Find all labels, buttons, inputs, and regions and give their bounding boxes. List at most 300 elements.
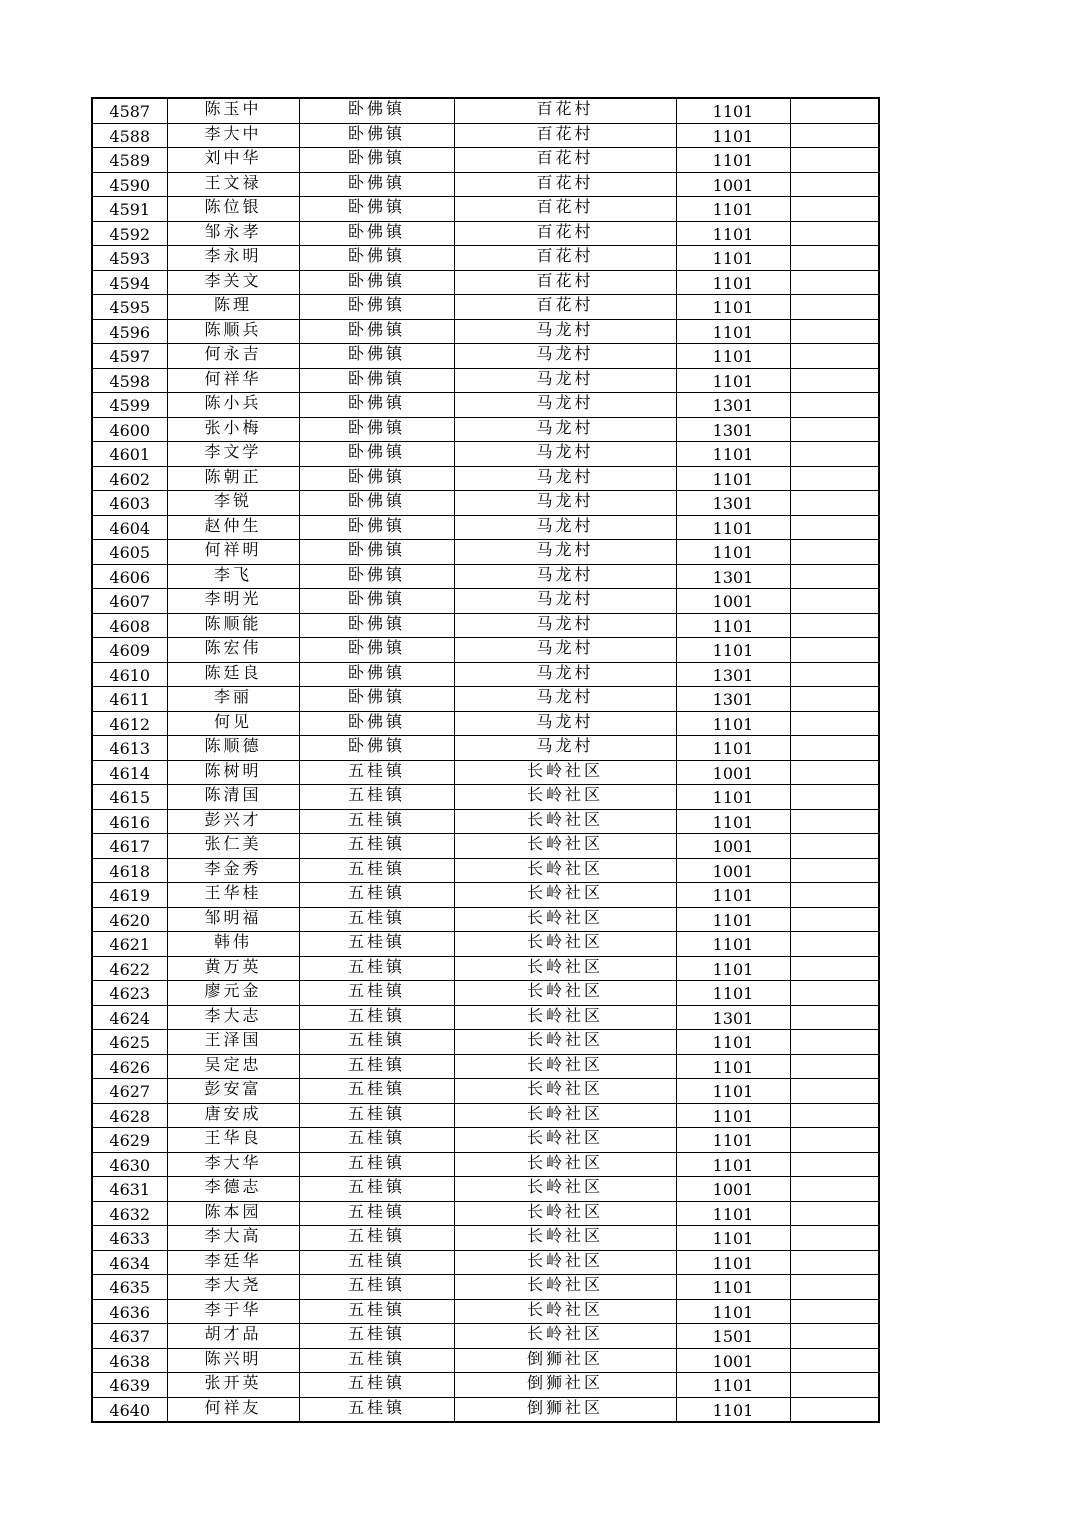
person-name-cell: 刘中华 <box>167 148 299 173</box>
village-cell: 马龙村 <box>454 589 676 614</box>
village-cell: 马龙村 <box>454 662 676 687</box>
table-row <box>92 687 879 712</box>
town-cell: 五桂镇 <box>299 883 454 908</box>
town-cell: 五桂镇 <box>299 1348 454 1373</box>
town-cell: 五桂镇 <box>299 1079 454 1104</box>
records-table-body <box>92 98 879 1422</box>
village-cell: 马龙村 <box>454 638 676 663</box>
code-cell: 1101 <box>676 1275 790 1300</box>
row-id-cell: 4630 <box>92 1152 167 1177</box>
row-id-cell: 4625 <box>92 1030 167 1055</box>
person-name-cell: 陈顺能 <box>167 613 299 638</box>
row-id-cell: 4602 <box>92 466 167 491</box>
person-name-cell: 陈树明 <box>167 760 299 785</box>
town-cell: 卧佛镇 <box>299 417 454 442</box>
row-id-cell: 4618 <box>92 858 167 883</box>
code-cell: 1001 <box>676 760 790 785</box>
row-id-cell: 4614 <box>92 760 167 785</box>
town-cell: 五桂镇 <box>299 858 454 883</box>
note-cell <box>790 883 879 908</box>
village-cell: 马龙村 <box>454 466 676 491</box>
person-name-cell: 赵仲生 <box>167 515 299 540</box>
table-row <box>92 638 879 663</box>
table-row <box>92 98 879 123</box>
person-name-cell: 李于华 <box>167 1299 299 1324</box>
note-cell <box>790 98 879 123</box>
row-id-cell: 4621 <box>92 932 167 957</box>
town-cell: 五桂镇 <box>299 809 454 834</box>
row-id-cell: 4596 <box>92 319 167 344</box>
note-cell <box>790 1128 879 1153</box>
code-cell: 1101 <box>676 466 790 491</box>
village-cell: 长岭社区 <box>454 1054 676 1079</box>
code-cell: 1101 <box>676 1299 790 1324</box>
note-cell <box>790 564 879 589</box>
table-row <box>92 417 879 442</box>
person-name-cell: 何永吉 <box>167 344 299 369</box>
row-id-cell: 4588 <box>92 123 167 148</box>
town-cell: 卧佛镇 <box>299 613 454 638</box>
village-cell: 马龙村 <box>454 442 676 467</box>
village-cell: 马龙村 <box>454 540 676 565</box>
town-cell: 卧佛镇 <box>299 515 454 540</box>
person-name-cell: 陈顺德 <box>167 736 299 761</box>
row-id-cell: 4611 <box>92 687 167 712</box>
code-cell: 1101 <box>676 197 790 222</box>
village-cell: 马龙村 <box>454 393 676 418</box>
note-cell <box>790 613 879 638</box>
village-cell: 长岭社区 <box>454 883 676 908</box>
person-name-cell: 邹明福 <box>167 907 299 932</box>
town-cell: 卧佛镇 <box>299 98 454 123</box>
code-cell: 1101 <box>676 221 790 246</box>
code-cell: 1101 <box>676 932 790 957</box>
row-id-cell: 4640 <box>92 1397 167 1422</box>
person-name-cell: 张小梅 <box>167 417 299 442</box>
code-cell: 1101 <box>676 123 790 148</box>
person-name-cell: 胡才品 <box>167 1324 299 1349</box>
village-cell: 长岭社区 <box>454 956 676 981</box>
village-cell: 百花村 <box>454 295 676 320</box>
table-row <box>92 148 879 173</box>
code-cell: 1101 <box>676 785 790 810</box>
note-cell <box>790 1079 879 1104</box>
code-cell: 1101 <box>676 883 790 908</box>
village-cell: 百花村 <box>454 148 676 173</box>
person-name-cell: 何见 <box>167 711 299 736</box>
town-cell: 卧佛镇 <box>299 466 454 491</box>
code-cell: 1001 <box>676 1348 790 1373</box>
table-row <box>92 344 879 369</box>
town-cell: 卧佛镇 <box>299 270 454 295</box>
table-row <box>92 760 879 785</box>
village-cell: 百花村 <box>454 123 676 148</box>
town-cell: 五桂镇 <box>299 1373 454 1398</box>
town-cell: 卧佛镇 <box>299 564 454 589</box>
row-id-cell: 4629 <box>92 1128 167 1153</box>
person-name-cell: 张仁美 <box>167 834 299 859</box>
code-cell: 1301 <box>676 662 790 687</box>
note-cell <box>790 442 879 467</box>
table-row <box>92 1373 879 1398</box>
row-id-cell: 4628 <box>92 1103 167 1128</box>
row-id-cell: 4591 <box>92 197 167 222</box>
person-name-cell: 陈小兵 <box>167 393 299 418</box>
row-id-cell: 4593 <box>92 246 167 271</box>
code-cell: 1101 <box>676 1103 790 1128</box>
village-cell: 马龙村 <box>454 515 676 540</box>
row-id-cell: 4592 <box>92 221 167 246</box>
records-table <box>91 97 880 1423</box>
code-cell: 1301 <box>676 687 790 712</box>
town-cell: 五桂镇 <box>299 1299 454 1324</box>
town-cell: 五桂镇 <box>299 1054 454 1079</box>
code-cell: 1101 <box>676 809 790 834</box>
person-name-cell: 李文学 <box>167 442 299 467</box>
table-row <box>92 1054 879 1079</box>
town-cell: 五桂镇 <box>299 1201 454 1226</box>
table-row <box>92 197 879 222</box>
town-cell: 卧佛镇 <box>299 319 454 344</box>
table-row <box>92 809 879 834</box>
person-name-cell: 何祥友 <box>167 1397 299 1422</box>
code-cell: 1101 <box>676 1250 790 1275</box>
note-cell <box>790 491 879 516</box>
town-cell: 五桂镇 <box>299 1030 454 1055</box>
code-cell: 1301 <box>676 564 790 589</box>
village-cell: 马龙村 <box>454 687 676 712</box>
table-row <box>92 1250 879 1275</box>
code-cell: 1101 <box>676 270 790 295</box>
person-name-cell: 李锐 <box>167 491 299 516</box>
person-name-cell: 李廷华 <box>167 1250 299 1275</box>
code-cell: 1101 <box>676 98 790 123</box>
row-id-cell: 4598 <box>92 368 167 393</box>
person-name-cell: 彭兴才 <box>167 809 299 834</box>
code-cell: 1101 <box>676 1226 790 1251</box>
code-cell: 1101 <box>676 319 790 344</box>
note-cell <box>790 1250 879 1275</box>
note-cell <box>790 1177 879 1202</box>
note-cell <box>790 344 879 369</box>
table-row <box>92 956 879 981</box>
table-row <box>92 466 879 491</box>
code-cell: 1301 <box>676 393 790 418</box>
row-id-cell: 4595 <box>92 295 167 320</box>
row-id-cell: 4604 <box>92 515 167 540</box>
code-cell: 1101 <box>676 1201 790 1226</box>
note-cell <box>790 834 879 859</box>
person-name-cell: 廖元金 <box>167 981 299 1006</box>
note-cell <box>790 1348 879 1373</box>
row-id-cell: 4620 <box>92 907 167 932</box>
note-cell <box>790 638 879 663</box>
table-row <box>92 613 879 638</box>
row-id-cell: 4587 <box>92 98 167 123</box>
town-cell: 卧佛镇 <box>299 589 454 614</box>
village-cell: 长岭社区 <box>454 1128 676 1153</box>
village-cell: 长岭社区 <box>454 907 676 932</box>
town-cell: 卧佛镇 <box>299 368 454 393</box>
town-cell: 卧佛镇 <box>299 246 454 271</box>
table-row <box>92 1152 879 1177</box>
person-name-cell: 李丽 <box>167 687 299 712</box>
table-row <box>92 785 879 810</box>
note-cell <box>790 687 879 712</box>
row-id-cell: 4616 <box>92 809 167 834</box>
person-name-cell: 李大高 <box>167 1226 299 1251</box>
note-cell <box>790 540 879 565</box>
town-cell: 卧佛镇 <box>299 344 454 369</box>
row-id-cell: 4606 <box>92 564 167 589</box>
row-id-cell: 4603 <box>92 491 167 516</box>
note-cell <box>790 221 879 246</box>
table-row <box>92 858 879 883</box>
table-row <box>92 123 879 148</box>
note-cell <box>790 1201 879 1226</box>
table-row <box>92 442 879 467</box>
note-cell <box>790 368 879 393</box>
row-id-cell: 4601 <box>92 442 167 467</box>
table-row <box>92 1079 879 1104</box>
person-name-cell: 陈宏伟 <box>167 638 299 663</box>
town-cell: 五桂镇 <box>299 1226 454 1251</box>
note-cell <box>790 466 879 491</box>
row-id-cell: 4631 <box>92 1177 167 1202</box>
code-cell: 1101 <box>676 956 790 981</box>
village-cell: 长岭社区 <box>454 1324 676 1349</box>
village-cell: 百花村 <box>454 270 676 295</box>
person-name-cell: 王泽国 <box>167 1030 299 1055</box>
row-id-cell: 4636 <box>92 1299 167 1324</box>
table-row <box>92 246 879 271</box>
note-cell <box>790 172 879 197</box>
town-cell: 五桂镇 <box>299 1324 454 1349</box>
person-name-cell: 张开英 <box>167 1373 299 1398</box>
code-cell: 1101 <box>676 1079 790 1104</box>
row-id-cell: 4589 <box>92 148 167 173</box>
note-cell <box>790 932 879 957</box>
town-cell: 卧佛镇 <box>299 148 454 173</box>
note-cell <box>790 662 879 687</box>
table-row <box>92 1299 879 1324</box>
town-cell: 卧佛镇 <box>299 687 454 712</box>
note-cell <box>790 858 879 883</box>
town-cell: 五桂镇 <box>299 981 454 1006</box>
village-cell: 长岭社区 <box>454 1079 676 1104</box>
town-cell: 五桂镇 <box>299 932 454 957</box>
town-cell: 卧佛镇 <box>299 736 454 761</box>
code-cell: 1001 <box>676 589 790 614</box>
note-cell <box>790 760 879 785</box>
table-row <box>92 1275 879 1300</box>
town-cell: 卧佛镇 <box>299 540 454 565</box>
code-cell: 1001 <box>676 834 790 859</box>
town-cell: 五桂镇 <box>299 1005 454 1030</box>
code-cell: 1101 <box>676 246 790 271</box>
person-name-cell: 王文禄 <box>167 172 299 197</box>
table-row <box>92 736 879 761</box>
note-cell <box>790 1324 879 1349</box>
row-id-cell: 4639 <box>92 1373 167 1398</box>
code-cell: 1001 <box>676 858 790 883</box>
village-cell: 长岭社区 <box>454 1299 676 1324</box>
town-cell: 卧佛镇 <box>299 662 454 687</box>
table-row <box>92 834 879 859</box>
row-id-cell: 4619 <box>92 883 167 908</box>
code-cell: 1101 <box>676 1128 790 1153</box>
person-name-cell: 彭安富 <box>167 1079 299 1104</box>
village-cell: 倒狮社区 <box>454 1373 676 1398</box>
note-cell <box>790 123 879 148</box>
town-cell: 五桂镇 <box>299 1177 454 1202</box>
town-cell: 卧佛镇 <box>299 393 454 418</box>
person-name-cell: 陈位银 <box>167 197 299 222</box>
town-cell: 五桂镇 <box>299 1275 454 1300</box>
code-cell: 1001 <box>676 1177 790 1202</box>
note-cell <box>790 785 879 810</box>
village-cell: 长岭社区 <box>454 809 676 834</box>
note-cell <box>790 1373 879 1398</box>
village-cell: 长岭社区 <box>454 1005 676 1030</box>
town-cell: 卧佛镇 <box>299 295 454 320</box>
code-cell: 1101 <box>676 1397 790 1422</box>
person-name-cell: 王华良 <box>167 1128 299 1153</box>
person-name-cell: 韩伟 <box>167 932 299 957</box>
village-cell: 马龙村 <box>454 564 676 589</box>
town-cell: 卧佛镇 <box>299 442 454 467</box>
town-cell: 五桂镇 <box>299 956 454 981</box>
table-row <box>92 1005 879 1030</box>
note-cell <box>790 246 879 271</box>
code-cell: 1101 <box>676 1152 790 1177</box>
table-row <box>92 221 879 246</box>
row-id-cell: 4590 <box>92 172 167 197</box>
row-id-cell: 4609 <box>92 638 167 663</box>
village-cell: 马龙村 <box>454 736 676 761</box>
town-cell: 卧佛镇 <box>299 221 454 246</box>
village-cell: 百花村 <box>454 172 676 197</box>
village-cell: 马龙村 <box>454 319 676 344</box>
table-row <box>92 883 879 908</box>
row-id-cell: 4615 <box>92 785 167 810</box>
village-cell: 马龙村 <box>454 368 676 393</box>
village-cell: 长岭社区 <box>454 1103 676 1128</box>
person-name-cell: 陈理 <box>167 295 299 320</box>
person-name-cell: 邹永孝 <box>167 221 299 246</box>
code-cell: 1101 <box>676 148 790 173</box>
village-cell: 长岭社区 <box>454 834 676 859</box>
table-row <box>92 589 879 614</box>
note-cell <box>790 736 879 761</box>
row-id-cell: 4626 <box>92 1054 167 1079</box>
note-cell <box>790 197 879 222</box>
note-cell <box>790 981 879 1006</box>
code-cell: 1101 <box>676 344 790 369</box>
note-cell <box>790 417 879 442</box>
code-cell: 1101 <box>676 295 790 320</box>
person-name-cell: 李金秀 <box>167 858 299 883</box>
table-row <box>92 491 879 516</box>
table-row <box>92 1324 879 1349</box>
row-id-cell: 4634 <box>92 1250 167 1275</box>
note-cell <box>790 1103 879 1128</box>
town-cell: 五桂镇 <box>299 1128 454 1153</box>
table-row <box>92 1030 879 1055</box>
note-cell <box>790 1299 879 1324</box>
village-cell: 马龙村 <box>454 417 676 442</box>
row-id-cell: 4633 <box>92 1226 167 1251</box>
person-name-cell: 何祥华 <box>167 368 299 393</box>
person-name-cell: 陈本园 <box>167 1201 299 1226</box>
row-id-cell: 4624 <box>92 1005 167 1030</box>
person-name-cell: 陈顺兵 <box>167 319 299 344</box>
row-id-cell: 4622 <box>92 956 167 981</box>
town-cell: 五桂镇 <box>299 760 454 785</box>
town-cell: 卧佛镇 <box>299 172 454 197</box>
table-row <box>92 907 879 932</box>
table-row <box>92 1103 879 1128</box>
row-id-cell: 4610 <box>92 662 167 687</box>
village-cell: 百花村 <box>454 197 676 222</box>
person-name-cell: 李大中 <box>167 123 299 148</box>
village-cell: 长岭社区 <box>454 1152 676 1177</box>
village-cell: 马龙村 <box>454 613 676 638</box>
person-name-cell: 王华桂 <box>167 883 299 908</box>
person-name-cell: 陈朝正 <box>167 466 299 491</box>
village-cell: 长岭社区 <box>454 1201 676 1226</box>
note-cell <box>790 1030 879 1055</box>
town-cell: 五桂镇 <box>299 907 454 932</box>
row-id-cell: 4597 <box>92 344 167 369</box>
table-row <box>92 515 879 540</box>
village-cell: 长岭社区 <box>454 1030 676 1055</box>
code-cell: 1301 <box>676 1005 790 1030</box>
row-id-cell: 4627 <box>92 1079 167 1104</box>
table-row <box>92 564 879 589</box>
village-cell: 马龙村 <box>454 491 676 516</box>
note-cell <box>790 1397 879 1422</box>
row-id-cell: 4638 <box>92 1348 167 1373</box>
note-cell <box>790 589 879 614</box>
code-cell: 1101 <box>676 540 790 565</box>
code-cell: 1501 <box>676 1324 790 1349</box>
row-id-cell: 4635 <box>92 1275 167 1300</box>
note-cell <box>790 148 879 173</box>
note-cell <box>790 515 879 540</box>
table-row <box>92 319 879 344</box>
person-name-cell: 李飞 <box>167 564 299 589</box>
code-cell: 1001 <box>676 172 790 197</box>
village-cell: 百花村 <box>454 98 676 123</box>
village-cell: 长岭社区 <box>454 785 676 810</box>
table-row <box>92 1201 879 1226</box>
table-row <box>92 1128 879 1153</box>
code-cell: 1101 <box>676 368 790 393</box>
table-row <box>92 172 879 197</box>
code-cell: 1101 <box>676 515 790 540</box>
code-cell: 1301 <box>676 417 790 442</box>
village-cell: 长岭社区 <box>454 858 676 883</box>
code-cell: 1101 <box>676 442 790 467</box>
village-cell: 倒狮社区 <box>454 1348 676 1373</box>
code-cell: 1101 <box>676 1030 790 1055</box>
table-row <box>92 393 879 418</box>
village-cell: 长岭社区 <box>454 932 676 957</box>
table-row <box>92 1397 879 1422</box>
code-cell: 1101 <box>676 613 790 638</box>
row-id-cell: 4637 <box>92 1324 167 1349</box>
